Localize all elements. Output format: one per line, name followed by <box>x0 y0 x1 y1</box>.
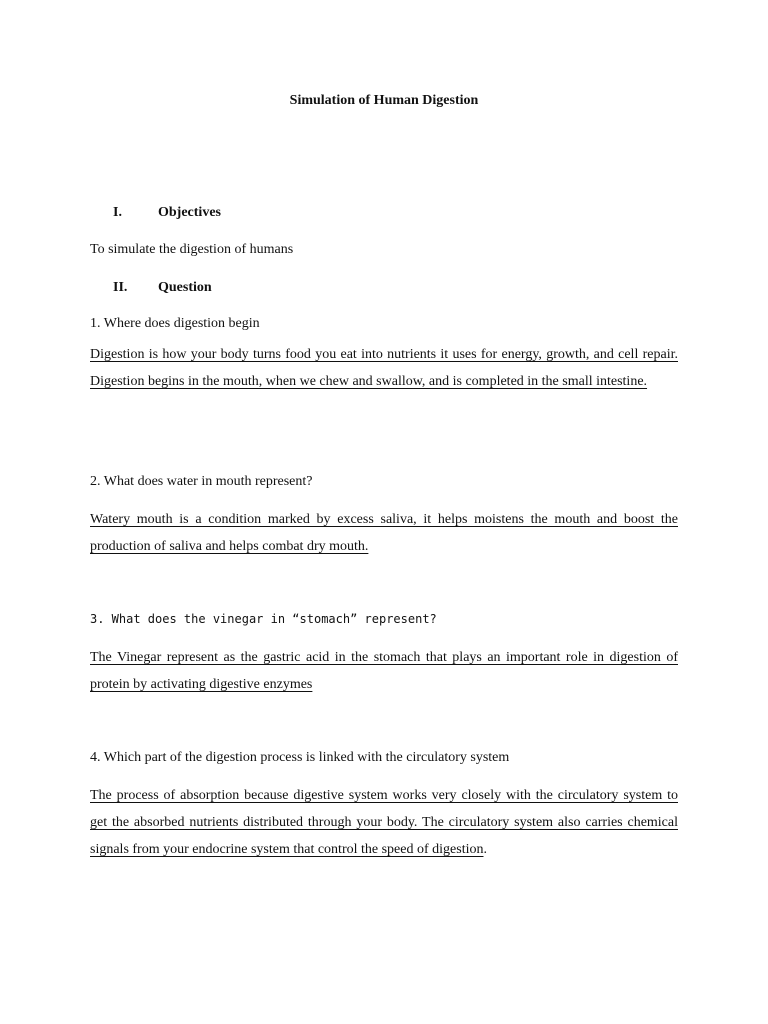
section-number: I. <box>113 205 122 220</box>
objective-text: To simulate the digestion of humans <box>90 242 294 257</box>
document-title: Simulation of Human Digestion <box>289 93 479 108</box>
answer-2 <box>90 506 678 560</box>
section-heading-question <box>113 280 212 296</box>
question-2: 2. What does water in mouth represent? <box>90 474 313 489</box>
question-3: 3. What does the vinegar in “stomach” represent? <box>90 612 437 626</box>
answer-3 <box>90 644 678 698</box>
section-heading-objectives <box>113 205 221 221</box>
question-4: 4. Which part of the digestion process is linked with the circulatory system <box>90 750 510 765</box>
section-number: II. <box>113 280 128 295</box>
answer-4-period: . <box>483 842 487 857</box>
question-1: 1. Where does digestion begin <box>90 316 260 331</box>
answer-2-text: Watery mouth is a condition marked by excess saliva, it helps moistens the mouth and boost the production of saliva and helps combat dry mouth. <box>90 512 678 554</box>
section-label: Question <box>158 280 212 295</box>
answer-1 <box>90 341 678 395</box>
section-label: Objectives <box>158 205 221 220</box>
answer-4 <box>90 782 678 863</box>
answer-4-text: The process of absorption because digestive system works very closely with the circulatory system to get the absorbed nutrients distributed through your body. The circulatory system also carries chemical signals from your endocrine system that control the speed of digestion <box>90 788 678 857</box>
answer-1-text: Digestion is how your body turns food you eat into nutrients it uses for energy, growth, and cell repair. Digestion begins in the mouth, when we chew and swallow, and is completed in the small intestine. <box>90 347 678 389</box>
answer-3-text: The Vinegar represent as the gastric acid in the stomach that plays an important role in digestion of protein by activating digestive enzymes <box>90 650 678 692</box>
